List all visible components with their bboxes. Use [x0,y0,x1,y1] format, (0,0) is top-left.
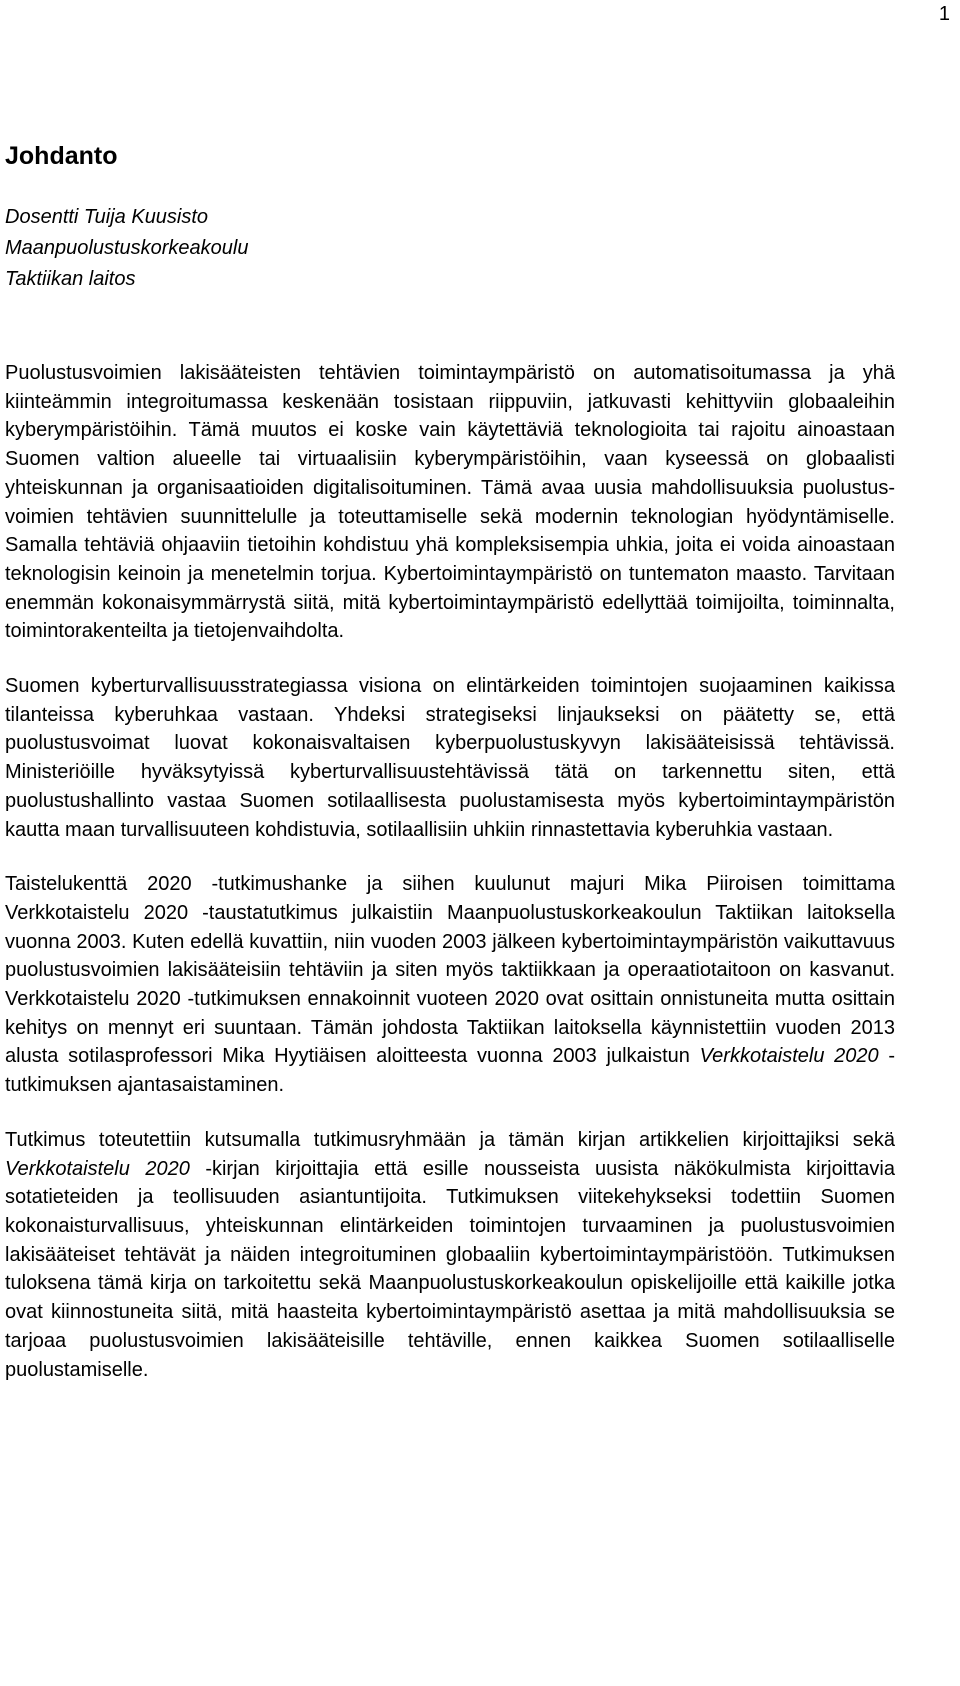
paragraph-4-text-a: Tutkimus toteutettiin kutsumalla tutkimusryhmään ja tämän kirjan artikkelien kirjoittajiksi sekä [5,1128,895,1151]
paragraph-3-book-title: Verkkotaistelu 2020 [699,1045,879,1068]
document-body [5,140,895,1410]
paragraph-2: Suomen kyberturvallisuusstrategiassa visiona on elintärkeiden toimintojen suojaaminen kaikissa tilanteissa kyberuhkaa vastaan. Yhdeksi strategiseksi linjaukseksi on päätetty se, että puolustusvoimat luovat kokonaisvaltaisen kyberpuolustuskyvyn lakisääteisissä tehtävissä. Ministeriöille hyväksytyissä kyberturvallisuustehtävissä tätä on tarkennettu siten, että puolustushallinto vastaa Suomen sotilaallisesta puolustamisesta myös kybertoimintaympäristön kautta maan turvallisuuteen kohdistuvia, sotilaallisiin uhkiin rinnastettavia kyberuhkia vastaan. [5,675,895,841]
paragraph-3-text-b: -tutkimuksen ajantasaistaminen. [5,1045,895,1097]
author-block [5,202,895,295]
paragraph-3-text-a: Taistelukenttä 2020 -tutkimushanke ja siihen kuulunut majuri Mika Piiroisen toimittama Verkkotaistelu 2020 -taustatutkimus julkaistiin Maanpuolustuskorkeakoulun Taktiikan laitoksella vuonna 2003. Kuten edellä kuvattiin, niin vuoden 2003 jälkeen kybertoimintaympäristön vaikuttavuus puolustusvoimien lakisääteisiin tehtäviin ja siten myös taktiikkaan ja operaatiotaitoon on kasvanut. Verkkotaistelu 2020 -tutkimuksen ennakoinnit vuoteen 2020 ovat osittain onnistuneita mutta osittain kehitys on mennyt eri suuntaan. Tämän johdosta Taktiikan laitoksella käynnistettiin vuoden 2013 alusta sotilasprofessori Mika Hyytiäisen aloitteesta vuonna 2003 julkaistun [5,873,895,1068]
page-number: 1 [938,3,950,25]
paragraph-3 [5,870,895,1100]
author-institution: Maanpuolustuskorkeakoulu [5,237,249,259]
paragraph-1: Puolustusvoimien lakisääteisten tehtävien toimintaympäristö on automatisoitumassa ja yhä kiinteämmin integroitumassa keskenään tosistaan riippuviin, jatkuvasti kehittyviin globaaleihin kyberympäristöihin. Tämä muutos ei koske vain käytettäviä teknologioita tai rajoitu ainoastaan Suomen valtion alueelle tai virtuaalisiin kyberympäristöihin, vaan kyseessä on globaalisti yhteiskunnan ja organisaatioiden digitalisoituminen. Tämä avaa uusia mahdollisuuksia puolustusvoimien tehtävien suunnittelulle ja toteuttamiselle sekä modernin teknologian hyödyntämiselle. Samalla tehtäviä ohjaaviin tietoihin kohdistuu yhä kompleksisempia uhkia, joita ei voida ainoastaan teknologisin keinoin ja menetelmin torjua. Kybertoimintaympäristö on tuntematon maasto. Tarvitaan enemmän kokonaisymmärrystä siitä, mitä kybertoimintaympäristö edellyttää toimijoilta, toiminnalta, toimintorakenteilta ja tietojenvaihdolta. [5,362,895,643]
author-department: Taktiikan laitos [5,268,136,290]
paragraph-4-book-title: Verkkotaistelu 2020 [5,1157,190,1180]
paragraph-4-text-b: -kirjan kirjoittajia että esille nousseista uusista näkökulmista kirjoittavia sotatieteiden ja teollisuuden asiantuntijoita. Tutkimuksen viitekehykseksi todettiin Suomen kokonaisturvallisuus, yhteiskunnan elintärkeiden toimintojen turvaaminen ja puolustusvoimien lakisääteiset tehtävät ja näiden integroituminen globaaliin kybertoimintaympäristöön. Tutkimuksen tuloksena tämä kirja on tarkoitettu sekä Maanpuolustuskorkeakoulun opiskelijoille että kaikille jotka ovat kiinnostuneita siitä, mitä haasteita kybertoimintaympäristö asettaa ja mitä mahdollisuuksia se tarjoaa puolustusvoimien lakisääteisille tehtäville, ennen kaikkea Suomen sotilaalliselle puolustamiselle. [5,1157,895,1381]
paragraph-4 [5,1126,895,1384]
author-name: Dosentti Tuija Kuusisto [5,206,209,228]
page-title: Johdanto [5,142,118,170]
